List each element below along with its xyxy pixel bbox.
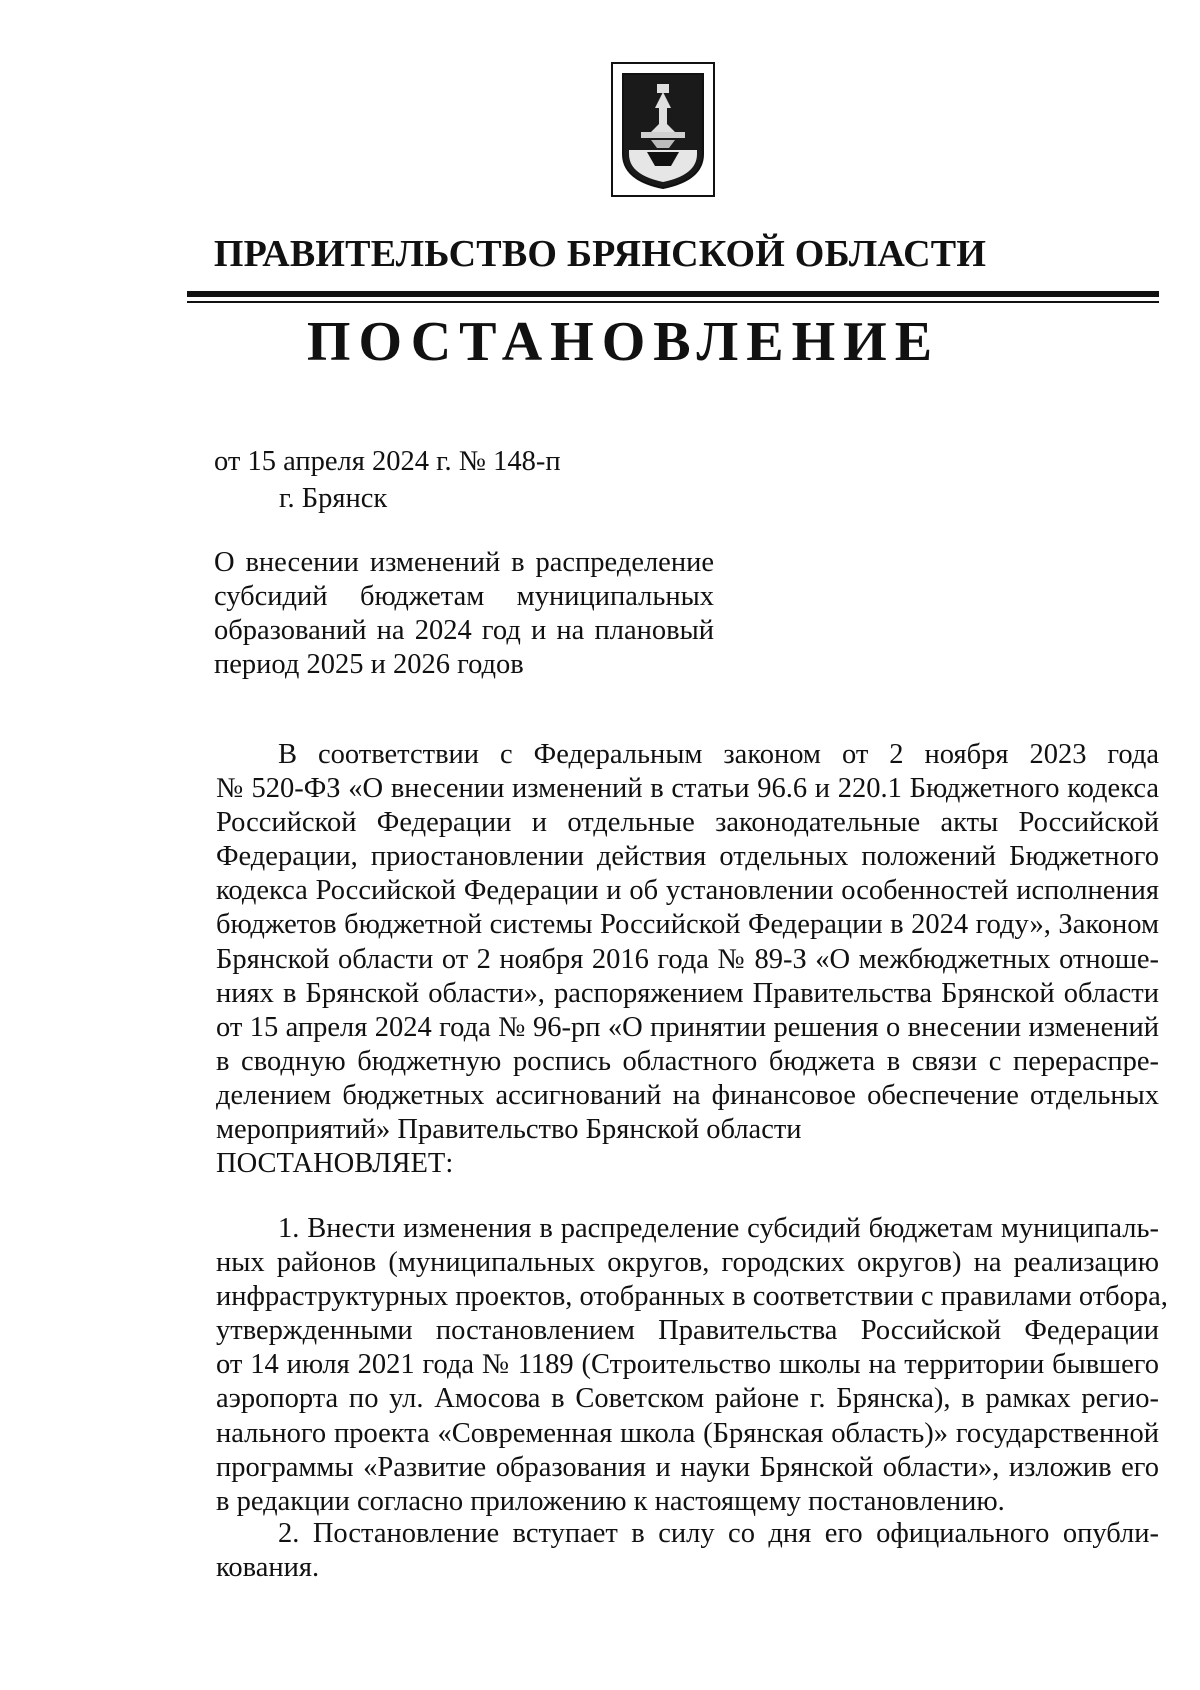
issue-city: г. Брянск [279,483,388,514]
preamble-line: в сводную бюджетную роспись областного бюджета в связи с перераспре- [216,1045,1159,1077]
subject-line: образований на 2024 год и на плановый [214,615,714,646]
item-1-line: инфраструктурных проектов, отобранных в соответствии с правилами отбора, [216,1281,1168,1313]
item-1-line: в редакции согласно приложению к настоящему постановлению. [216,1485,1005,1517]
item-2-line: кования. [216,1552,320,1584]
item-1-line: утвержденными постановлением Правительства Российской Федерации [216,1315,1159,1347]
preamble-line: от 15 апреля 2024 года № 96-рп «О принятии решения о внесении изменений [216,1011,1159,1043]
subject-line: субсидий бюджетам муниципальных [214,581,714,612]
preamble-line: мероприятий» Правительство Брянской области [216,1114,802,1146]
header-divider-thick [187,291,1159,297]
preamble-paragraph [216,738,1159,1147]
item-1-line: аэропорта по ул. Амосова в Советском районе г. Брянска), в рамках регио- [216,1383,1159,1415]
item-1-line: от 14 июля 2021 года № 1189 (Строительство школы на территории бывшего [216,1349,1159,1381]
coat-of-arms-icon [611,62,715,197]
subject-line: период 2025 и 2026 годов [214,649,524,680]
organization-title: ПРАВИТЕЛЬСТВО БРЯНСКОЙ ОБЛАСТИ [213,233,987,275]
document-type-title: ПОСТАНОВЛЕНИЕ [306,311,941,373]
preamble-line: Брянской области от 2 ноября 2016 года № 89-З «О межбюджетных отноше- [216,943,1159,975]
resolves-heading: ПОСТАНОВЛЯЕТ: [216,1148,454,1179]
preamble-line: ниях в Брянской области», распоряжением Правительства Брянской области [216,977,1159,1009]
item-2-paragraph [216,1517,1159,1585]
item-1-line: программы «Развитие образования и науки Брянской области», изложив его [216,1451,1159,1483]
preamble-line: кодекса Российской Федерации и об установлении особенностей исполнения [216,875,1159,907]
preamble-line: Федерации, приостановлении действия отдельных положений Бюджетного [216,841,1159,873]
preamble-line: В соответствии с Федеральным законом от 2 ноября 2023 года [278,739,1159,770]
item-2-line: 2. Постановление вступает в силу со дня его официального опубли- [278,1518,1159,1549]
preamble-line: Российской Федерации и отдельные законодательные акты Российской [216,807,1159,839]
date-and-number: от 15 апреля 2024 г. № 148-п [214,446,561,477]
header-divider-thin [187,301,1159,303]
item-1-line: нального проекта «Современная школа (Брянская область)» государственной [216,1417,1159,1449]
preamble-line: бюджетов бюджетной системы Российской Федерации в 2024 году», Законом [216,909,1159,941]
document-subject [214,546,714,682]
preamble-line: делением бюджетных ассигнований на финансовое обеспечение отдельных [216,1079,1159,1111]
subject-line: О внесении изменений в распределение [214,547,714,578]
item-1-paragraph [216,1212,1168,1519]
item-1-line: 1. Внести изменения в распределение субсидий бюджетам муниципаль- [278,1213,1159,1244]
preamble-line: № 520-ФЗ «О внесении изменений в статьи 96.6 и 220.1 Бюджетного кодекса [216,773,1159,805]
item-1-line: ных районов (муниципальных округов, городских округов) на реализацию [216,1247,1159,1279]
